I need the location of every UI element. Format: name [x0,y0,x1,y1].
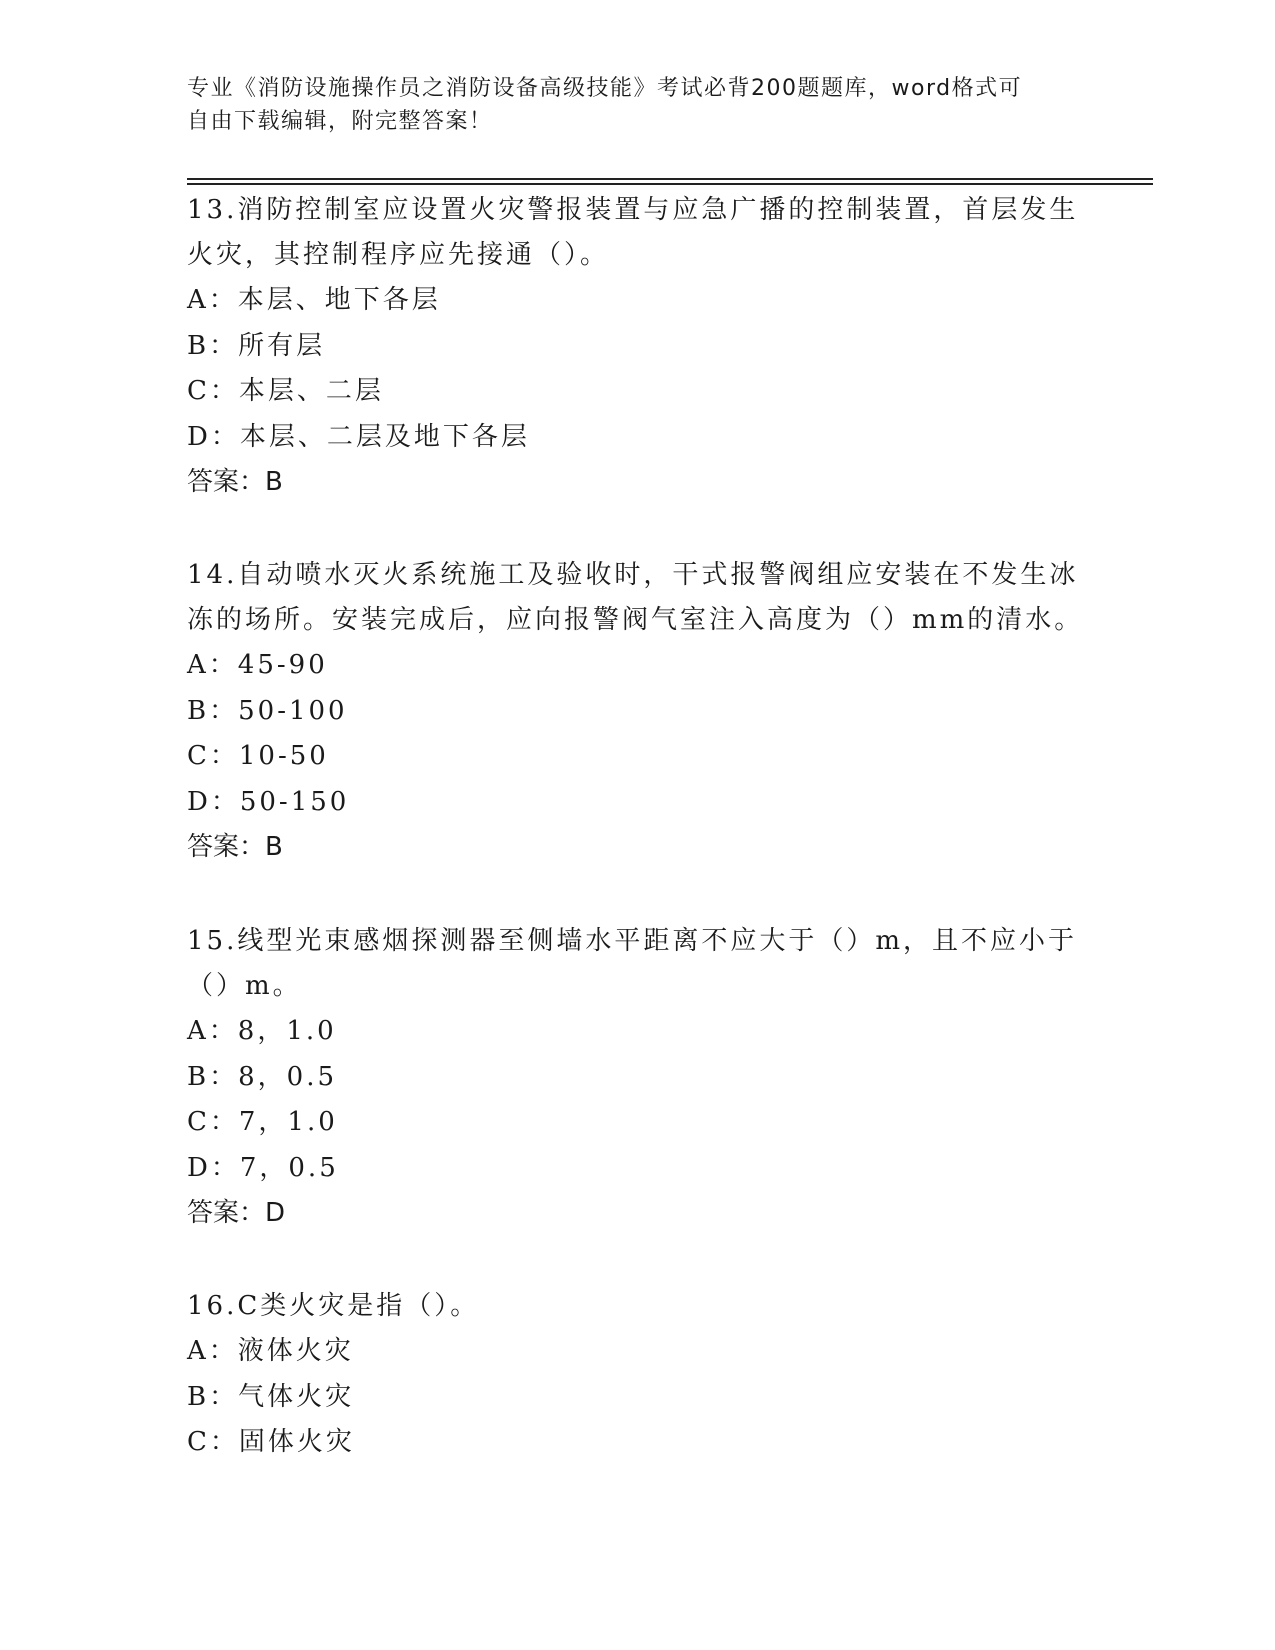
header-divider-thin [187,183,1153,185]
document-header [187,72,1067,138]
option-c: C：本层、二层 [187,376,384,406]
question-13 [187,188,1087,506]
option-a: A：液体火灾 [187,1336,354,1366]
question-stem-line: 冻的场所。安装完成后，应向报警阀气室注入高度为（）mm的清水。 [187,605,1084,635]
option-d: D：本层、二层及地下各层 [187,421,530,452]
option-b: B：50-100 [187,695,348,726]
answer-label: 答案：B [187,467,283,497]
question-stem-line: 16.C类火灾是指（）。 [187,1291,480,1321]
question-stem-line: 13.消防控制室应设置火灾警报装置与应急广播的控制装置，首层发生 [187,195,1079,225]
question-stem-line: 14.自动喷水灭火系统施工及验收时，干式报警阀组应安装在不发生冰 [187,560,1079,590]
question-stem-line: （）m。 [187,971,302,1001]
option-b: B：8，0.5 [187,1061,337,1092]
question-15 [187,919,1087,1237]
option-a: A：45-90 [187,650,328,680]
header-title-line-2: 自由下载编辑，附完整答案！ [187,109,493,134]
question-16 [187,1284,1087,1466]
answer-label: 答案：B [187,832,283,862]
option-a: A：8，1.0 [187,1016,337,1046]
option-c: C：7，1.0 [187,1107,338,1137]
question-stem-line: 火灾，其控制程序应先接通（）。 [187,240,610,270]
option-a: A：本层、地下各层 [187,285,441,315]
option-b: B：气体火灾 [187,1381,355,1412]
option-b: B：所有层 [187,330,326,361]
header-title-line-1: 专业《消防设施操作员之消防设备高级技能》考试必背200题题库，word格式可 [187,76,1023,101]
answer-label: 答案：D [187,1198,286,1228]
option-c: C：固体火灾 [187,1427,355,1457]
option-d: D：7，0.5 [187,1152,339,1183]
question-14 [187,553,1087,871]
option-d: D：50-150 [187,786,350,817]
header-divider-thick [187,178,1153,180]
question-stem-line: 15.线型光束感烟探测器至侧墙水平距离不应大于（）m，且不应小于 [187,926,1078,956]
option-c: C：10-50 [187,741,329,771]
